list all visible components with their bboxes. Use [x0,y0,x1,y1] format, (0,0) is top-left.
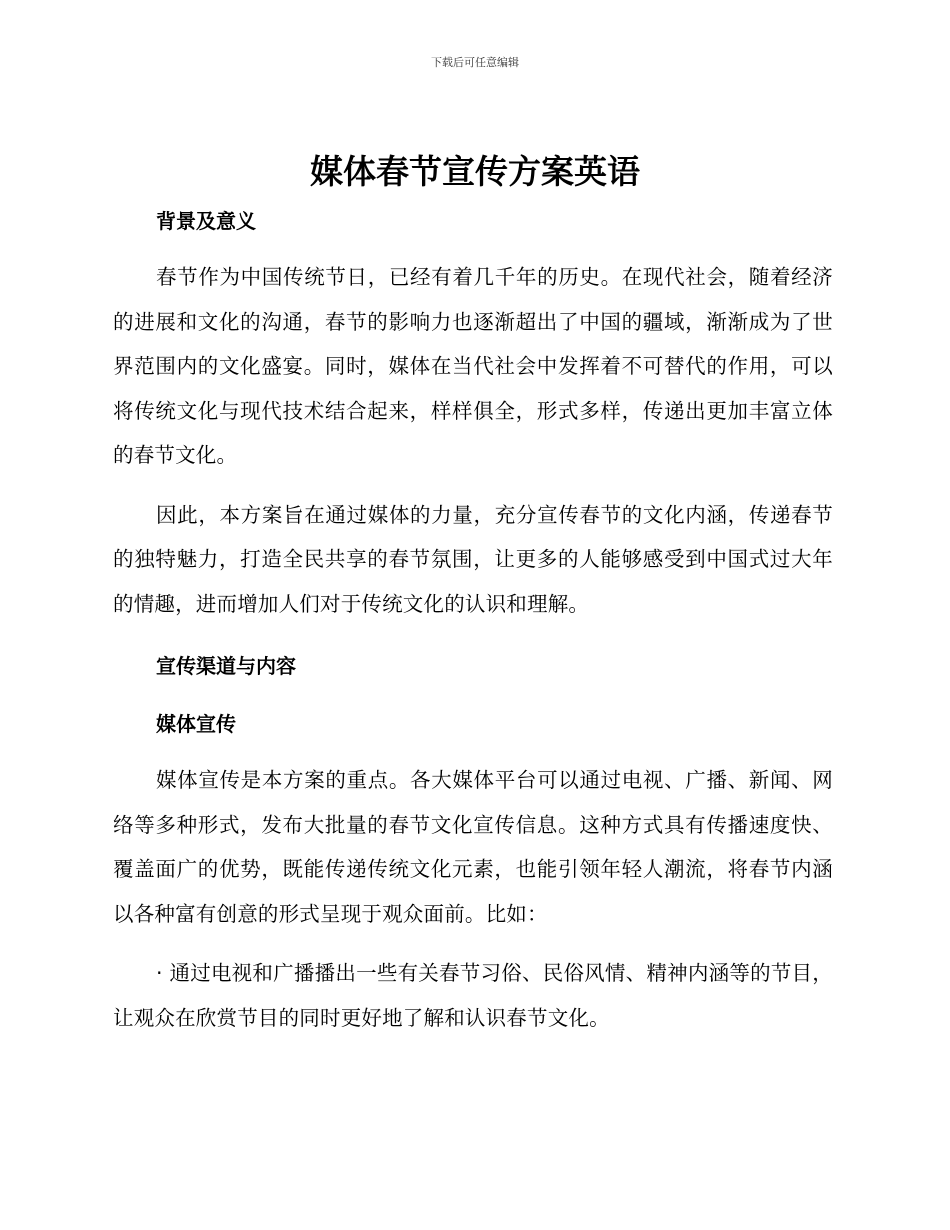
section-heading-media: 媒体宣传 [156,712,236,736]
paragraph-media: 媒体宣传是本方案的重点。各大媒体平台可以通过电视、广播、新闻、网络等多种形式，发布大批量的春节文化宣传信息。这种方式具有传播速度快、覆盖面广的优势，既能传递传统文化元素，也能引领年轻人潮流，将春节内涵以各种富有创意的形式呈现于观众面前。比如： [113,768,833,926]
document-body [113,205,833,1040]
paragraph-background-2: 因此，本方案旨在通过媒体的力量，充分宣传春节的文化内涵，传递春节的独特魅力，打造全民共享的春节氛围，让更多的人能够感受到中国式过大年的情趣，进而增加人们对于传统文化的认识和理解。 [113,502,833,616]
bullet-item: · 通过电视和广播播出一些有关春节习俗、民俗风情、精神内涵等的节目，让观众在欣赏节目的同时更好地了解和认识春节文化。 [113,961,833,1030]
section-heading-background: 背景及意义 [156,209,256,233]
document-title: 媒体春节宣传方案英语 [310,152,640,191]
header-note: 下载后可任意编辑 [431,56,519,69]
paragraph-background-1: 春节作为中国传统节日，已经有着几千年的历史。在现代社会，随着经济的进展和文化的沟通，春节的影响力也逐渐超出了中国的疆域，渐渐成为了世界范围内的文化盛宴。同时，媒体在当代社会中发挥着不可替代的作用，可以将传统文化与现代技术结合起来，样样俱全，形式多样，传递出更加丰富立体的春节文化。 [113,265,833,467]
section-heading-channels: 宣传渠道与内容 [156,654,296,678]
